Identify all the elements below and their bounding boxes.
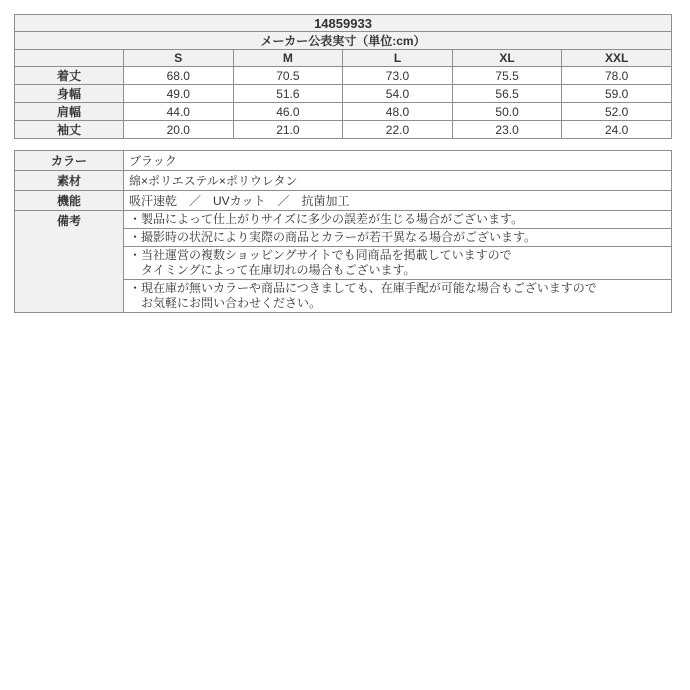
detail-value-function: 吸汗速乾 ／ UVカット ／ 抗菌加工: [124, 191, 672, 211]
size-col-header-xxl: XXL: [562, 50, 672, 67]
size-value: 21.0: [233, 121, 343, 139]
remark-text-continued: タイミングによって在庫切れの場合もございます。: [141, 263, 416, 277]
size-col-header-l: L: [343, 50, 453, 67]
detail-label-function: 機能: [15, 191, 124, 211]
size-value: 46.0: [233, 103, 343, 121]
size-value: 50.0: [452, 103, 562, 121]
table-row-sleeve-length: [15, 121, 672, 139]
table-row-body-width: [15, 85, 672, 103]
remark-item: [124, 211, 672, 229]
size-value: 75.5: [452, 67, 562, 85]
size-value: 51.6: [233, 85, 343, 103]
size-col-header-xl: XL: [452, 50, 562, 67]
size-header-empty-cell: [15, 50, 124, 67]
table-row-material: [15, 171, 672, 191]
measure-label-body-length: 着丈: [15, 67, 124, 85]
remark-text: ・当社運営の複数ショッピングサイトでも同商品を掲載していますので: [129, 248, 512, 262]
size-value: 52.0: [562, 103, 672, 121]
detail-label-remarks: 備考: [15, 211, 124, 313]
product-code: 14859933: [15, 15, 672, 32]
remark-text-continued: お気軽にお問い合わせください。: [141, 296, 322, 310]
size-table-subtitle: メーカー公表実寸（単位:cm）: [15, 32, 672, 50]
size-header-row: [15, 50, 672, 67]
size-value: 24.0: [562, 121, 672, 139]
table-row-color: [15, 151, 672, 171]
measure-label-sleeve-length: 袖丈: [15, 121, 124, 139]
table-row-body-length: [15, 67, 672, 85]
size-value: 49.0: [124, 85, 234, 103]
remark-text: ・撮影時の状況により実際の商品とカラーが若干異なる場合がございます。: [129, 230, 537, 244]
size-value: 54.0: [343, 85, 453, 103]
size-value: 22.0: [343, 121, 453, 139]
size-value: 44.0: [124, 103, 234, 121]
size-value: 23.0: [452, 121, 562, 139]
size-value: 20.0: [124, 121, 234, 139]
detail-table: [14, 150, 672, 313]
table-row-remarks-1: [15, 211, 672, 229]
product-spec-page: [0, 0, 690, 313]
size-value: 68.0: [124, 67, 234, 85]
table-row-function: [15, 191, 672, 211]
remark-text: ・現在庫が無いカラーや商品につきましても、在庫手配が可能な場合もございますので: [129, 281, 597, 295]
size-col-header-s: S: [124, 50, 234, 67]
size-table: [14, 14, 672, 139]
size-col-header-m: M: [233, 50, 343, 67]
size-value: 56.5: [452, 85, 562, 103]
size-value: 70.5: [233, 67, 343, 85]
remark-item: [124, 280, 672, 313]
size-table-subtitle-row: [15, 32, 672, 50]
product-code-row: [15, 15, 672, 32]
detail-value-color: ブラック: [124, 151, 672, 171]
size-value: 73.0: [343, 67, 453, 85]
size-value: 59.0: [562, 85, 672, 103]
detail-label-color: カラー: [15, 151, 124, 171]
table-row-shoulder-width: [15, 103, 672, 121]
size-value: 48.0: [343, 103, 453, 121]
remark-item: [124, 229, 672, 247]
size-value: 78.0: [562, 67, 672, 85]
detail-value-material: 綿×ポリエステル×ポリウレタン: [124, 171, 672, 191]
remark-text: ・製品によって仕上がりサイズに多少の誤差が生じる場合がございます。: [129, 212, 524, 226]
remark-item: [124, 247, 672, 280]
measure-label-body-width: 身幅: [15, 85, 124, 103]
detail-label-material: 素材: [15, 171, 124, 191]
measure-label-shoulder-width: 肩幅: [15, 103, 124, 121]
